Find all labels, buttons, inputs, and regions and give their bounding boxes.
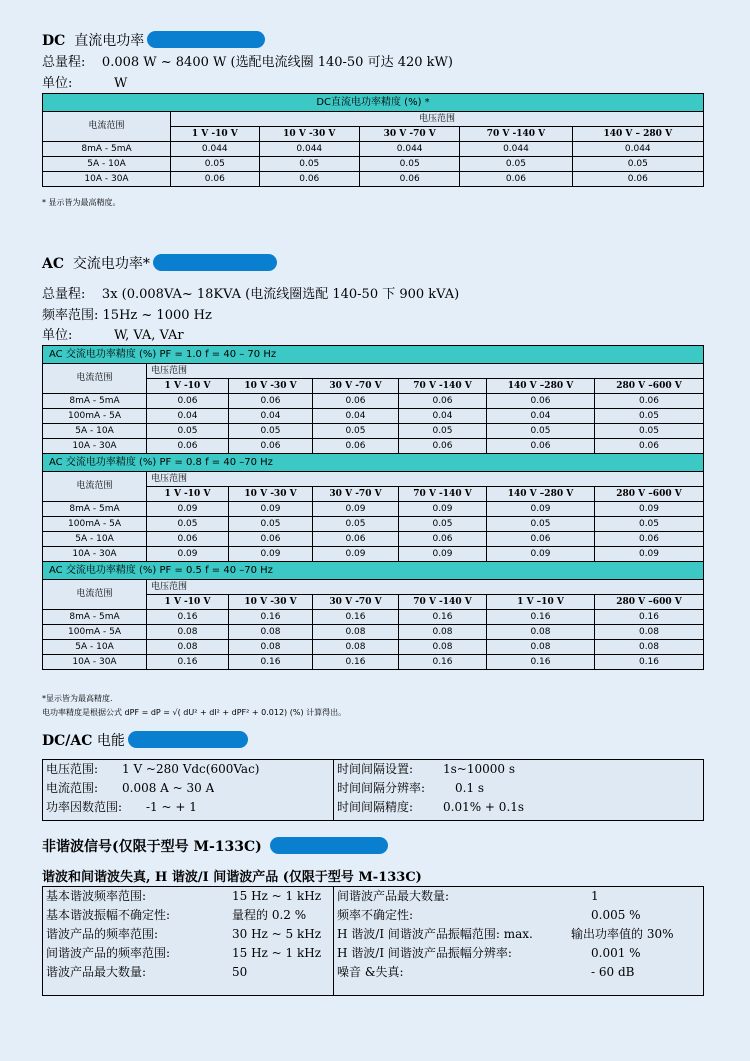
- table-row: 10A - 30A 0.09 0.09 0.09 0.09 0.09 0.09: [43, 547, 704, 562]
- table-row: 5A - 10A 0.05 0.05 0.05 0.05 0.05: [43, 157, 704, 172]
- dc-note: * 显示皆为最高精度。: [42, 198, 121, 207]
- table-row: 10A - 30A 0.06 0.06 0.06 0.06 0.06 0.06: [43, 439, 704, 454]
- ac-note: *显示皆为最高精度.: [42, 694, 113, 703]
- table-row: 10A - 30A 0.16 0.16 0.16 0.16 0.16 0.16: [43, 655, 704, 670]
- harmonic-left-column: [43, 887, 334, 995]
- voltage-range-header: 电压范围: [171, 112, 704, 127]
- ac-formula-note: 电功率精度是根据公式 dPF = dP = √( dU² + dI² + dPF² + 0.012) (%) 计算得出。: [42, 708, 347, 717]
- harmonic-subtitle: 谐波和间谐波失真, H 谐波/I 间谐波产品 (仅限于型号 M-133C): [42, 870, 422, 885]
- redaction-mark: [270, 837, 388, 854]
- voltage-col: 10 V -30 V: [259, 127, 359, 142]
- redaction-mark: [147, 31, 265, 48]
- non-harmonic-heading: 非谐波信号(仅限于型号 M-133C): [42, 836, 388, 856]
- energy-heading: DC/AC 电能: [42, 730, 248, 750]
- dc-unit-line: 单位: W: [42, 76, 128, 91]
- table-row: 100mA - 5A 0.04 0.04 0.04 0.04 0.04 0.05: [43, 409, 704, 424]
- dc-heading: DC 直流电功率: [42, 30, 265, 50]
- energy-left-column: [43, 760, 334, 820]
- table-title: DC直流电功率精度 (%) *: [43, 94, 704, 112]
- voltage-range-header: 电压范围: [147, 472, 704, 487]
- table-row: 100mA - 5A 0.05 0.05 0.05 0.05 0.05 0.05: [43, 517, 704, 532]
- table-row: 100mA - 5A 0.08 0.08 0.08 0.08 0.08 0.08: [43, 625, 704, 640]
- spec-row: 功率因数范围: -1 ~ + 1: [46, 800, 197, 814]
- spec-row: 时间间隔设置: 1s~10000 s: [337, 762, 515, 776]
- voltage-col: 70 V -140 V: [460, 127, 572, 142]
- block-title: AC 交流电功率精度 (%) PF = 1.0 f = 40 – 70 Hz: [43, 346, 704, 364]
- table-row: 5A - 10A 0.06 0.06 0.06 0.06 0.06 0.06: [43, 532, 704, 547]
- spec-row: 噪音 &失真: - 60 dB: [337, 965, 635, 979]
- spec-row: 电压范围: 1 V ~280 Vdc(600Vac): [46, 762, 260, 776]
- ac-freq-line: 频率范围: 15Hz ~ 1000 Hz: [42, 308, 212, 323]
- spec-row: 频率不确定性: 0.005 %: [337, 908, 641, 922]
- voltage-col: 140 V – 280 V: [572, 127, 703, 142]
- table-row: 5A - 10A 0.08 0.08 0.08 0.08 0.08 0.08: [43, 640, 704, 655]
- table-row: 8mA - 5mA 0.06 0.06 0.06 0.06 0.06 0.06: [43, 394, 704, 409]
- voltage-range-header: 电压范围: [147, 580, 704, 595]
- block-title: AC 交流电功率精度 (%) PF = 0.5 f = 40 –70 Hz: [43, 562, 704, 580]
- dc-range-line: 总量程: 0.008 W ~ 8400 W (选配电流线圈 140-50 可达 420 kW): [42, 55, 453, 70]
- spec-row: 基本谐波频率范围: 15 Hz ~ 1 kHz: [46, 889, 322, 903]
- spec-row: 间谐波产品的频率范围: 15 Hz ~ 1 kHz: [46, 946, 322, 960]
- table-row: 10A - 30A 0.06 0.06 0.06 0.06 0.06: [43, 172, 704, 187]
- spec-row: H 谐波/I 间谐波产品振幅范围: max. 输出功率值的 30%: [337, 927, 674, 941]
- spec-row: 时间间隔精度: 0.01% + 0.1s: [337, 800, 525, 814]
- table-row: 8mA - 5mA 0.044 0.044 0.044 0.044 0.044: [43, 142, 704, 157]
- harmonic-spec-box: [42, 886, 704, 996]
- current-range-header: 电流范围: [43, 364, 147, 394]
- spec-row: 时间间隔分辨率: 0.1 s: [337, 781, 485, 795]
- ac-unit-line: 单位: W, VA, VAr: [42, 328, 184, 343]
- table-row: 5A - 10A 0.05 0.05 0.05 0.05 0.05 0.05: [43, 424, 704, 439]
- redaction-mark: [153, 254, 277, 271]
- ac-precision-table: AC 交流电功率精度 (%) PF = 1.0 f = 40 – 70 Hz 电流范围 电压范围 1 V -10 V 10 V -30 V 30 V -70 V 70 V -140 V 140 V –280 V 280 V –600 V 8mA - 5mA 0.06 0.06 0.06 0.06 0.06 0.06 100mA - 5A 0.04 0.04 0.04 0.04 0.04 0.05 5A - 10A 0.05 0.05 0.05 0.05 0.05 0.05 10A - 30A 0.06 0.06 0.06 0.06 0.06 0.06 AC 交流电功率精度 (%) PF = 0.8 f = 40 –70 Hz 电流范围 电压范围 1 V -10 V 10 V -30 V 30 V -70 V 70 V -140 V 140 V –280 V 280 V –600 V 8mA - 5mA 0.09 0.09 0.09 0.09 0.09 0.09 100mA - 5A 0.05 0.05 0.05 0.05 0.05 0.05 5A - 10A 0.06 0.06 0.06 0.06 0.06 0.06 10A - 30A 0.09 0.09 0.09 0.09 0.09 0.09 AC 交流电功率精度 (%) PF = 0.5 f = 40 –70 Hz 电流范围 电压范围 1 V -10 V 10 V -30 V 30 V -70 V 70 V -140 V 1 V –10 V 280 V –600 V 8mA - 5mA 0.16 0.16 0.16 0.16 0.16 0.16 100mA - 5A 0.08 0.08 0.08 0.08 0.08 0.08 5A - 10A 0.08 0.08 0.08 0.08 0.08 0.08 10A - 30A 0.16 0.16 0.16 0.16 0.16 0.16: [42, 345, 704, 670]
- current-range-header: 电流范围: [43, 580, 147, 610]
- table-row: 8mA - 5mA 0.16 0.16 0.16 0.16 0.16 0.16: [43, 610, 704, 625]
- block-title: AC 交流电功率精度 (%) PF = 0.8 f = 40 –70 Hz: [43, 454, 704, 472]
- energy-right-column: [334, 760, 703, 820]
- spec-row: 谐波产品的频率范围: 30 Hz ~ 5 kHz: [46, 927, 322, 941]
- spec-row: 基本谐波振幅不确定性: 量程的 0.2 %: [46, 908, 307, 922]
- spec-row: 间谐波产品最大数量: 1: [337, 889, 599, 903]
- voltage-col: 30 V -70 V: [359, 127, 459, 142]
- table-row: 8mA - 5mA 0.09 0.09 0.09 0.09 0.09 0.09: [43, 502, 704, 517]
- energy-spec-box: [42, 759, 704, 821]
- dc-precision-table: [42, 93, 704, 187]
- spec-row: 电流范围: 0.008 A ~ 30 A: [46, 781, 215, 795]
- ac-heading: AC 交流电功率*: [42, 253, 277, 273]
- current-range-header: 电流范围: [43, 112, 171, 142]
- ac-range-line: 总量程: 3x (0.008VA~ 18KVA (电流线圈选配 140-50 下 900 kVA): [42, 287, 460, 302]
- spec-row: H 谐波/I 间谐波产品振幅分辨率: 0.001 %: [337, 946, 641, 960]
- voltage-col: 1 V -10 V: [171, 127, 260, 142]
- spec-row: 谐波产品最大数量: 50: [46, 965, 248, 979]
- redaction-mark: [128, 731, 248, 748]
- current-range-header: 电流范围: [43, 472, 147, 502]
- harmonic-right-column: [334, 887, 703, 995]
- voltage-range-header: 电压范围: [147, 364, 704, 379]
